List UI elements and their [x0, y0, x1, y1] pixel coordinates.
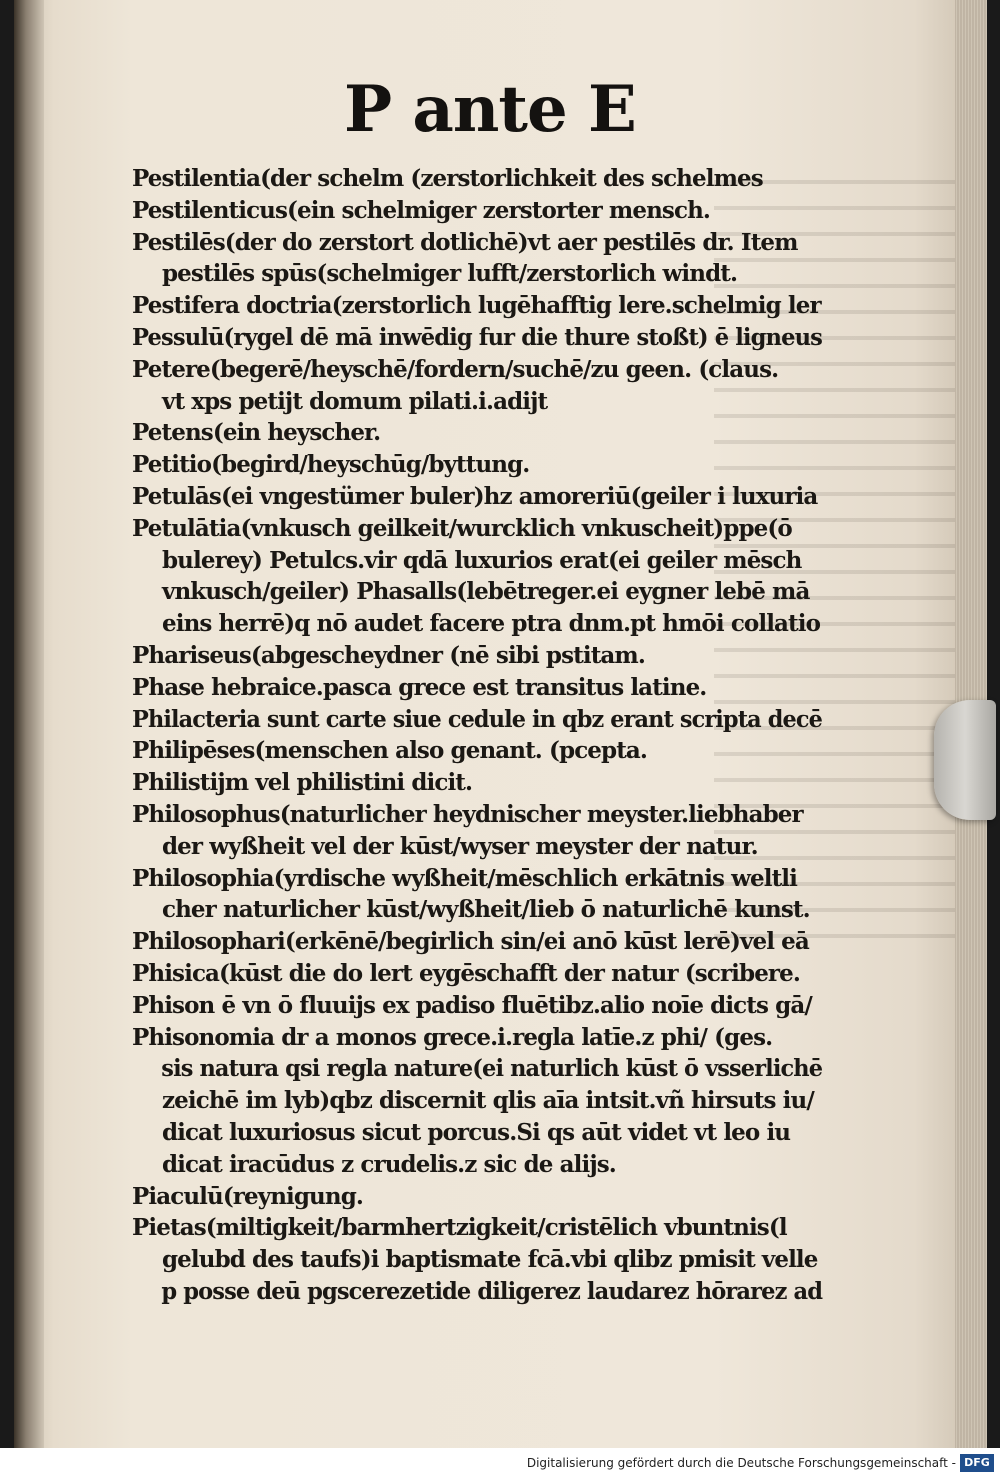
text-line: Pessulū(rygel dē mā inwēdig fur die thure stoßt) ē ligneus	[132, 323, 823, 351]
text-line: Pestifera doctria(zerstorlich lugēhafftig lere.schelmig ler	[132, 292, 821, 320]
text-line: gelubd des taufs)i baptismate fcā.vbi qlibz pmisit velle	[162, 1246, 818, 1274]
text-line: Piaculū(reynigung.	[132, 1182, 363, 1210]
page-gutter	[14, 0, 44, 1448]
text-line: Philosophari(erkēnē/begirlich sin/ei anō kūst lerē)vel eā	[132, 928, 809, 956]
text-line: cher naturlicher kūst/wyßheit/lieb ō naturlichē kunst.	[162, 896, 810, 924]
text-line: Philosophia(yrdische wyßheit/mēschlich erkātnis weltli	[132, 864, 797, 892]
text-line: Philipēses(menschen also genant. (pcepta.	[132, 737, 648, 765]
text-line: Petere(begerē/heyschē/fordern/suchē/zu geen. (claus.	[132, 355, 779, 383]
page-clip	[934, 700, 996, 820]
text-line: Pietas(miltigkeit/barmhertzigkeit/cristēlich vbuntnis(l	[132, 1214, 787, 1242]
text-line: Petulātia(vnkusch geilkeit/wurcklich vnkuscheit)ppe(ō	[132, 514, 792, 542]
text-line: Phison ē vn ō fluuijs ex padiso fluētibz.alio noīe dicts gā/	[132, 991, 812, 1019]
text-line: pestilēs spūs(schelmiger lufft/zerstorlich windt.	[162, 260, 738, 288]
text-line: Philacteria sunt carte siue cedule in qbz erant scripta decē	[132, 705, 822, 733]
text-line: p posse deū pgscerezetide diligerez laudarez hōrarez ad	[161, 1277, 823, 1305]
text-line: eins herrē)q nō audet facere ptra dnm.pt hmōi collatio	[162, 610, 821, 638]
text-line: Petulās(ei vngestümer buler)hz amoreriū(geiler i luxuria	[132, 482, 818, 510]
text-line: Phase hebraice.pasca grece est transitus latine.	[132, 673, 707, 701]
text-line: bulerey) Petulcs.vir qdā luxurios erat(ei geiler mēsch	[162, 546, 802, 574]
text-line: Phisica(kūst die do lert eygēschafft der natur (scribere.	[132, 959, 800, 987]
text-line: dicat luxuriosus sicut porcus.Si qs aūt videt vt leo iu	[162, 1118, 791, 1146]
dictionary-entries	[132, 163, 822, 1308]
footer-credit: Digitalisierung gefördert durch die Deutsche Forschungsgemeinschaft -	[526, 1456, 956, 1470]
text-line: der wyßheit vel der kūst/wyser meyster der natur.	[162, 832, 758, 860]
text-line: Petens(ein heyscher.	[132, 419, 381, 447]
text-line: Philistijm vel philistini dicit.	[132, 769, 473, 797]
text-line: sis natura qsi regla nature(ei naturlich kūst ō vsserlichē	[161, 1055, 823, 1083]
text-line: Philosophus(naturlicher heydnischer meyster.liebhaber	[132, 800, 803, 828]
page-heading: P ante E	[344, 72, 636, 147]
text-line: dicat iracūdus z crudelis.z sic de alijs.	[162, 1150, 616, 1178]
text-line: zeichē im lyb)qbz discernit qlis aīa intsit.vñ hirsuts iu/	[162, 1087, 814, 1115]
text-line: Phariseus(abgescheydner (nē sibi pstitam.	[132, 641, 645, 669]
text-line: Pestilentia(der schelm (zerstorlichkeit des schelmes	[132, 165, 763, 192]
text-line: Petitio(begird/heyschūg/byttung.	[132, 451, 530, 479]
book-page	[14, 0, 972, 1448]
text-line: Pestilenticus(ein schelmiger zerstorter mensch.	[132, 196, 710, 224]
text-line: vnkusch/geiler) Phasalls(lebētreger.ei eygner lebē mā	[162, 578, 810, 606]
text-line: Pestilēs(der do zerstort dotlichē)vt aer pestilēs dr. Item	[132, 228, 798, 256]
footer-bar	[0, 1448, 1000, 1478]
text-line: vt xps petijt domum pilati.i.adijt	[162, 387, 548, 415]
text-line: Phisonomia dr a monos grece.i.regla latīe.z phi/ (ges.	[132, 1023, 773, 1051]
dfg-logo: DFG	[960, 1454, 994, 1472]
